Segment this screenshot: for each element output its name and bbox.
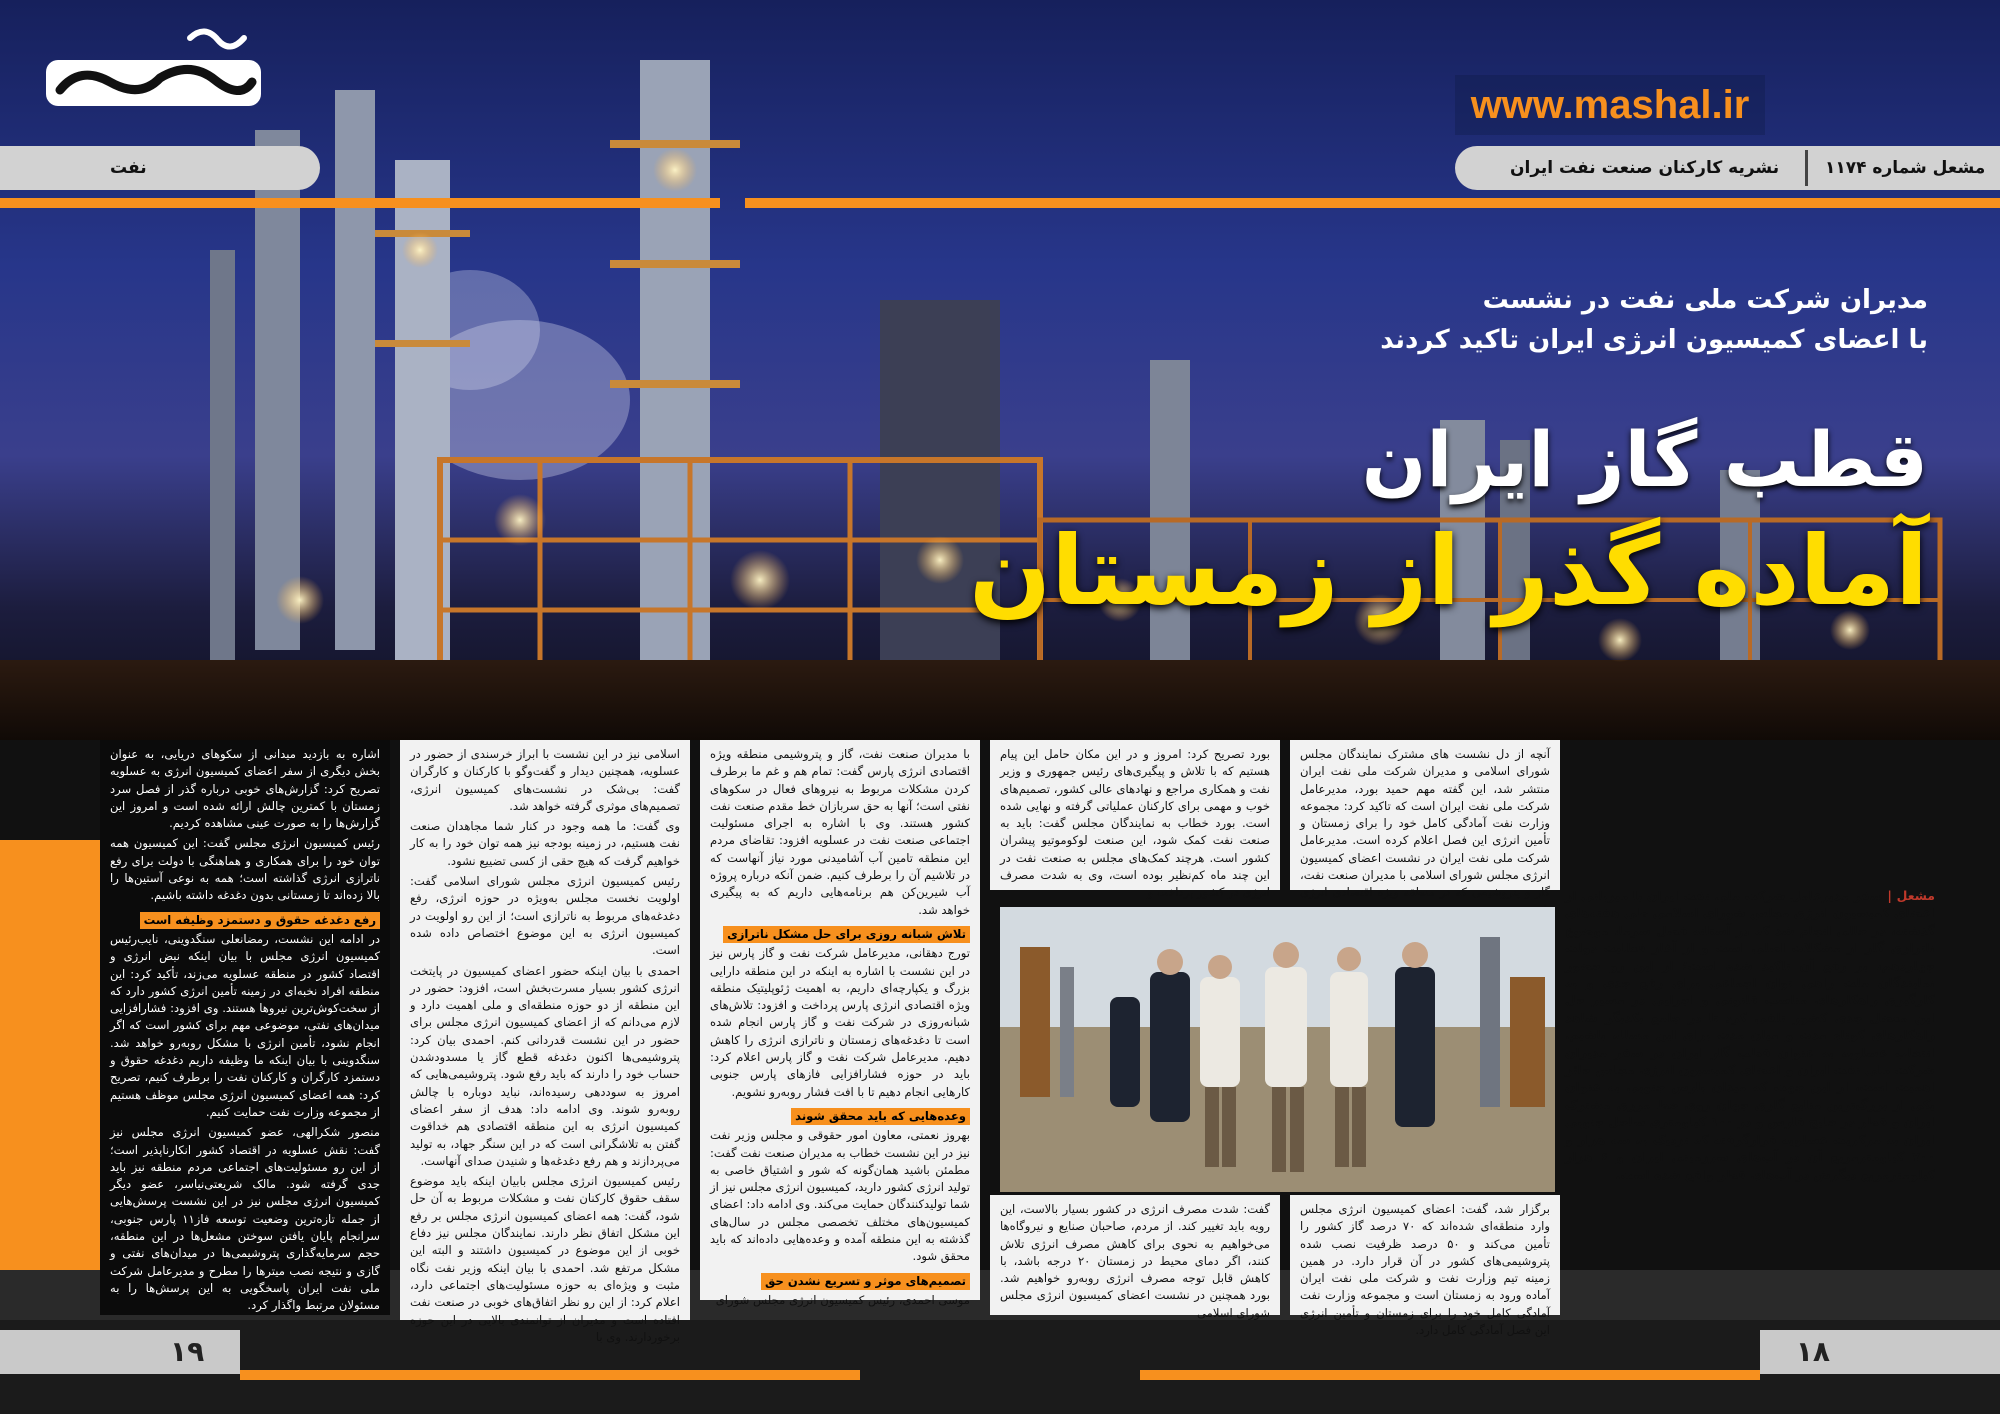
column-text: موسی احمدی، رئیس کمیسیون انرژی مجلس شورای [715, 1292, 970, 1307]
page-number-right: ۱۸ [1760, 1330, 2000, 1374]
column-text: احمدی با بیان اینکه حضور اعضای کمیسیون در پایتخت انرژی کشور بسیار مسرت‌بخش است، افزود: حضور در این منطقه از دو حوزه منطقه‌ای و ملی اهمیت دارد و لازم می‌دانم که از اعضای کمیسیون انرژی مجلس برای حضور در این نشست قدردانی کنم. احمدی بیان کرد: پتروشیمی‌ها اکنون دغدغه قطع گاز یا مسدودشدن حساب خود را دارند که باید رفع شود. پتروشیمی‌هایی که امروز به سوددهی رسیده‌اند، نباید دوباره با چالش روبه‌رو شوند. وی ادامه داد: هدف از سفر اعضای کمیسیون انرژی به این منطقه اقتصادی هم خداقوت گفتن به تلاشگرانی است که در این سنگر جهاد، به تولید می‌پردازند و هم رفع دغدغه‌ها و شنیدن صدای آنهاست. [410, 963, 680, 1168]
column-1-top [1290, 740, 1560, 900]
column-text: منصور شکرالهی، عضو کمیسیون انرژی مجلس نیز گفت: نقش عسلویه در اقتصاد کشور انکارناپذیر است؛ از این رو مسئولیت‌های اجتماعی مردم منطقه نیز باید جدی گرفته شود. مالک شریعتی‌نیاسر، عضو دیگر کمیسیون انرژی مجلس نیز در این نشست پرسش‌هایی از جمله تازه‌ترین وضعیت توسعه فاز۱۱ پارس جنوبی، سرانجام پایان یافتن سوختن مشعل‌ها در این منطقه، حجم سرمایه‌گذاری پتروشیمی‌ها در میدان‌های نفتی و گازی و نتیجه نصب میترها را مطرح و مدیرعامل شرکت ملی نفت ایران پاسخگویی به این پرسش‌ها را به مسئولان مرتبط واگذار کرد. [110, 1125, 380, 1313]
mashal-logo [40, 20, 270, 120]
footer-strip [0, 1320, 2000, 1414]
footer-accent-right [1140, 1370, 1760, 1380]
column-2-top [990, 740, 1280, 900]
section-heading: رفع دغدغه حقوق و دستمزد وظیفه است [140, 912, 380, 929]
section-heading: وعده‌هایی که باید محقق شوند [791, 1108, 970, 1125]
section-heading: تلاش شبانه روزی برای حل مشکل ناترازی [723, 926, 970, 943]
column-text: گفت: شدت مصرف انرژی در کشور بسیار بالاست، این رویه باید تغییر کند. از مردم، صاحبان صنایع و نیروگاه‌ها می‌خواهیم به نحوی برای کاهش مصرف انرژی تلاش کنند، اگر دمای محیط در زمستان ۲۰ درجه باشد، با کاهش قابل توجه مصرف انرژی روبه‌رو خواهیم شد. بورد همچنین در نشست اعضای کمیسیون انرژی مجلس شورای اسلامی [1000, 1202, 1271, 1320]
page-number-left: ۱۹ [0, 1330, 240, 1374]
lead-keyword: مشعل | [1887, 888, 1935, 903]
column-text: در ادامه این نشست، رمضانعلی سنگدوینی، نایب‌رئیس کمیسیون انرژی مجلس با بیان اینکه نبض انرژی و اقتصاد کشور در منطقه عسلویه می‌زند، تأکید کرد: این منطقه افراد نخبه‌ای در زمینه تأمین انرژی کشور دارد که از سخت‌کوش‌ترین نیروها هستند. وی افزود: فشارافزایی میدان‌های نفتی، موضوعی مهم برای کشور است که اگر انجام نشود، تأمین انرژی با مشکل روبه‌رو خواهد شد. سنگدوینی با بیان اینکه ما وظیفه داریم دغدغه حقوق و دستمزد کارگران و کارکنان نفت را برطرف کنیم، تصریح کرد: همه اعضای کمیسیون انرژی مجلس موظف هستیم از مجموعه وزارت نفت حمایت کنیم. [110, 931, 380, 1119]
header-rule-left [0, 198, 720, 208]
publication-name: نشریه کارکنان صنعت نفت ایران [1510, 158, 1780, 178]
column-text: رئیس کمیسیون انرژی مجلس گفت: این کمیسیون همه توان خود را برای همکاری و هماهنگی با دولت برای رفع ناترازی انرژی گذاشته است؛ همه به نوعی آستین‌ها را بالا زده‌اند تا زمستانی بدون دغدغه داشته باشیم. [110, 836, 380, 903]
column-text: اشاره به بازدید میدانی از سکوهای دریایی، به عنوان بخش دیگری از سفر اعضای کمیسیون انرژی به عسلویه تصریح کرد: گزارش‌های خوبی درباره گذر از فصل سرد زمستان با کمترین چالش ارائه شده است و امروز این گزارش‌ها را به صورت عینی مشاهده کردیم. [110, 747, 380, 831]
column-text: اسلامی نیز در این نشست با ابراز خرسندی از حضور در عسلویه، همچنین دیدار و گفت‌وگو با کارکنان و کارگران گفت: بی‌شک در نشست‌های کمیسیون انرژی، تصمیم‌های موثری گرفته خواهد شد. [410, 747, 680, 813]
column-text: تورج دهقانی، مدیرعامل شرکت نفت و گاز پارس نیز در این نشست با اشاره به اینکه در این منطقه دارایی بزرگ و یکپارچه‌ای داریم، به اهمیت ژئوپلیتیک منطقه ویژه اقتصادی انرژی پارس پرداخت و افزود: تلاش‌های شبانه‌روزی در شرکت نفت و گاز پارس انجام شده است تا دغدغه‌های زمستان و ناترازی انرژی را کاهش دهیم. مدیرعامل شرکت نفت و گاز پارس اعلام کرد: باید در حوزه فشارافزایی فازهای پارس جنوبی کارهایی انجام دهیم تا با افت فشار روبه‌رو نشویم. [710, 946, 970, 1099]
footer-accent-left [240, 1370, 860, 1380]
section-heading: تصمیم‌های موثر و تسریع نشدن حق [761, 1273, 970, 1290]
column-5 [100, 740, 390, 1315]
column-2-bottom [990, 1195, 1280, 1320]
subtitle-line-1: مدیران شرکت ملی نفت در نشست [1482, 285, 1928, 315]
column-text: وی گفت: ما همه وجود در کنار شما مجاهدان صنعت نفت هستیم، در زمینه بودجه نیز همه توان خود را به کار خواهیم گرفت که هیچ حقی از کسی تضییع نشود. [410, 819, 680, 868]
column-text: رئیس کمیسیون انرژی مجلس شورای اسلامی گفت: اولویت نخست مجلس به‌ویژه در حوزه انرژی، رفع دغدغه‌های مربوط به ناترازی است؛ از این رو اولویت در کمیسیون انرژی به این موضوع اختصاص داده شده است. [410, 874, 680, 958]
headline-line-1: قطب گاز ایران [1361, 415, 1928, 504]
section-label: نفت [110, 158, 147, 178]
column-text: رئیس کمیسیون انرژی مجلس بابیان اینکه باید موضوع سقف حقوق کارکنان نفت و مشکلات مربوط به آن حل شود، گفت: همه اعضای کمیسیون انرژی مجلس بر رفع این مشکل اتفاق نظر دارند. نمایندگان مجلس نیز دفاع خوبی از این موضوع در کمیسیون داشتند و البته این مشکل مرتفع شد. احمدی با بیان اینکه وزیر نفت نگاه مثبت و ویژه‌ای به حوزه مسئولیت‌های اجتماعی دارد، اعلام کرد: از این رو نظر اتفاق‌های خوبی در صنعت نفت افتاده است و مدیران از توانمندی بالایی در این حوزه برخوردارند. وی با [410, 1174, 680, 1344]
headline-line-2: آماده گذر از زمستان [969, 515, 1928, 627]
header-rule-right [745, 198, 2000, 208]
officials-visit-photo [1000, 907, 1555, 1192]
article-lead [1565, 887, 1935, 1202]
column-text: برگزار شد، گفت: اعضای کمیسیون انرژی مجلس وارد منطقه‌ای شده‌اند که ۷۰ درصد گاز کشور را تأمین می‌کند و ۵۰ درصد ظرفیت نصب شده پتروشیمی‌های کشور در آن قرار دارد. در همین زمینه تیم وزارت نفت و شرکت ملی نفت ایران آماده ورود به زمستان است و مجموعه وزارت نفت آمادگی کامل خود را برای زمستان و تأمین انرژی این فصل آمادگی کامل دارد. [1300, 1202, 1551, 1338]
orange-accent-left [0, 840, 100, 1270]
subtitle-line-2: با اعضای کمیسیون انرژی ایران تاکید کردند [1380, 325, 1928, 355]
column-text: آنچه از دل نشست های مشترک نمایندگان مجلس شورای اسلامی و مدیران شرکت ملی نفت ایران منتشر شد، این گفته مهم حمید بورد، مدیرعامل شرکت ملی نفت ایران است که تاکید کرد: مجموعه وزارت نفت آمادگی کامل خود را برای زمستان و تأمین انرژی این فصل اعلام کرده است. مدیرعامل شرکت ملی نفت ایران در نشست اعضای کمیسیون انرژی مجلس شورای اسلامی با مدیران صنعت نفت، گاز و پتروشیمی که در منطقه ویژه اقتصادی انرژی [1300, 747, 1550, 900]
column-text: بورد تصریح کرد: امروز و در این مکان حامل این پیام هستیم که با تلاش و پیگیری‌های رئیس جمهوری و وزیر نفت و همکاری مراجع و نهادهای عالی کشور، تصمیم‌های خوب و مهمی برای کارکنان عملیاتی گرفته و نهایی شده است. بورد خطاب به نمایندگان مجلس گفت: باید به صنعت نفت کمک شود، این صنعت لوکوموتیو پیشران کشور است. هرچند کمک‌های مجلس به صنعت نفت در این چند ماه کم‌نظیر بوده است، وی به شدت مصرف انرژی در کشور پرداخت و [1000, 747, 1270, 900]
column-4 [400, 740, 690, 1344]
column-3 [700, 740, 980, 1307]
column-text: با مدیران صنعت نفت، گاز و پتروشیمی منطقه ویژه اقتصادی انرژی پارس گفت: تمام هم و غم ما برطرف کردن مشکلات مربوط به نیروهای فعال در سکوهای نفتی است؛ آنها به حق سربازان خط مقدم صنعت نفت کشور هستند. وی با اشاره به اجرای مسئولیت اجتماعی صنعت نفت در عسلویه افزود: تقاضای مردم این منطقه تامین آب آشامیدنی مورد نیاز آنهاست که در تلاشیم آن را برطرف کنیم. ضمن آنکه درباره پروژه آب شیرین‌کن هم برنامه‌هایی داریم که به پیگیری خواهد شد. [710, 747, 970, 917]
section-bar [0, 146, 320, 190]
header-divider [1805, 150, 1808, 186]
column-text: بهروز نعمتی، معاون امور حقوقی و مجلس وزیر نفت نیز در این نشست خطاب به مدیران صنعت نفت گفت: مطمئن باشید همان‌گونه که شور و اشتیاق خاصی به تولید انرژی کشور دارید، کمیسیون انرژی مجلس نیز از شما تولیدکنندگان حمایت می‌کند. وی ادامه داد: اعضای کمیسیون‌های مختلف تخصصی مجلس در سال‌های گذشته به این منطقه آمده و وعده‌هایی داده‌اند که باید محقق شود. [710, 1128, 970, 1264]
website-url[interactable]: www.mashal.ir [1455, 75, 1765, 135]
issue-number: مشعل شماره ۱۱۷۴ [1825, 158, 1986, 178]
column-1-bottom [1290, 1195, 1560, 1338]
lead-text: سفر مدیرعامل شرکت ملی نفت ایران با میزبانی از اعضای کمیسیون انرژی مجلس شورای اسلامی طی هفته‌های گذشته، در حالی انجام شد که در آستانه فصل سرما، موضوع ناترازی گاز از مشکلات اصلی است و از آغاز فعالیت دولت چهاردهم، بر رفع آن تاکید شده است؛ از این رو حضور نمایندگان ملت راهی توان اجماعی برای رفع جدی و به کارگیری راهکارهای مناسب قانونی و اجرایی در مسیر حل این معضل جدی کشور تلقی کرد تا در جامع یکدیگر شاهد راهکارهای کوتاه مدت و میان مدت برای این مساله باشیم. انتخاب عسلویه به عنوان قطب گاز ایران در سفر مدیران شرکت ملی نفت ایران و اعضای کمیسیون انرژی مجلس حائز اهمیت است، از این جهت که میدان پارس جنوبی به عنوان یکی از بزرگ‌ترین منابع گازی جهان روی خط مرزی مشترک ایران و قطر در خلیج فارس و در ۱۰۰ کیلومتری ساحل جنوبی ایران به مرکزیت عسلویه قرارگرفته که نزدیک به سه هزار و ۷۰۰ کیلومترمربع آن در آب‌های سرزمینی ایران و ۶ هزار کیلومترمربع دیگرش در آب‌های قطر واقع شده است. [1565, 888, 1935, 1182]
